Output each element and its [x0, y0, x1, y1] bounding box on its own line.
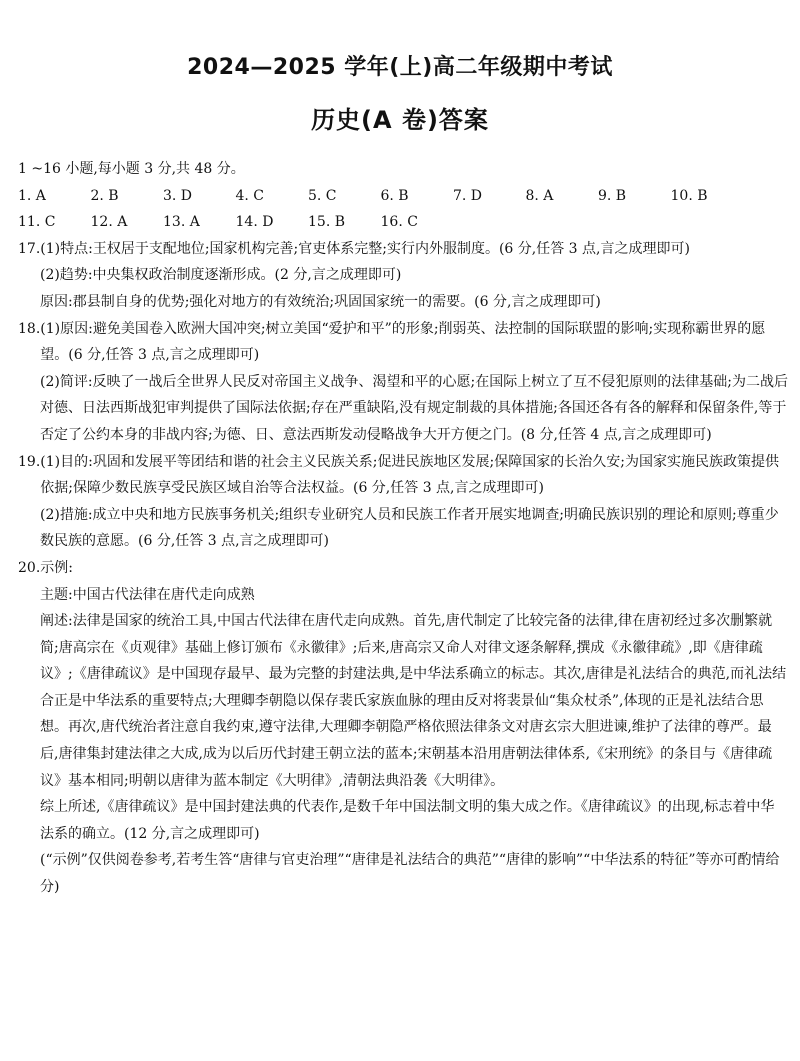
choice-answer: 14. D — [235, 214, 274, 231]
question-20-body: 阐述:法律是国家的统治工具,中国古代法律在唐代走向成熟。首先,唐代制定了比较完备的法律,律在唐初经过多次删繁就简;唐高宗在《贞观律》基础上修订颁布《永徽律》;后来,唐高宗又命人对律文逐条解释,撰成《永徽律疏》,即《唐律疏议》;《唐律疏议》是中国现存最早、最为完整的封建法典,是中华法系确立的标志。其次,唐律是礼法结合的典范,而礼法结合正是中华法系的重要特点;大理卿李朝隐以保存裴氏家族血脉的理由反对将裴景仙“集众杖杀”,体现的正是礼法结合思想。再次,唐代统治者注意自我约束,遵守法律,大理卿李朝隐严格依照法律条文对唐玄宗大胆进谏,维护了法律的尊严。最后,唐律集封建法律之大成,成为以后历代封建王朝立法的蓝本;宋朝基本沿用唐朝法律体系,《宋刑统》的条目与《唐律疏议》基本相同;明朝以唐律为蓝本制定《大明律》,清朝法典沿袭《大明律》。 — [40, 613, 787, 789]
choice-intro: 1 ~16 小题,每小题 3 分,共 48 分。 — [18, 161, 245, 177]
choice-answer: 12. A — [90, 214, 128, 231]
choice-answer: 16. C — [380, 214, 418, 231]
question-19 — [18, 449, 788, 502]
question-17 — [18, 236, 788, 263]
page-subtitle: 历史(A 卷)答案 — [311, 106, 489, 134]
question-20-example-label: 示例: — [40, 559, 73, 576]
choice-answer: 11. C — [18, 214, 56, 231]
choice-answers-row-1 — [18, 183, 788, 210]
choice-answer: 1. A — [18, 187, 46, 204]
choice-answer: 9. B — [598, 187, 627, 204]
question-19-part-2: (2)措施:成立中央和地方民族事务机关;组织专业研究人员和民族工作者开展实地调查;明确民族识别的理论和原则;尊重少数民族的意愿。(6 分,任答 3 点,言之成理即可) — [40, 506, 779, 550]
choice-answers-row-2 — [18, 209, 788, 236]
answer-content — [18, 156, 788, 901]
question-number: 18. — [18, 320, 41, 337]
question-20 — [18, 555, 788, 582]
question-number: 17. — [18, 240, 41, 257]
choice-answer: 7. D — [453, 187, 483, 204]
choice-answer: 4. C — [235, 187, 265, 204]
question-18-part-2: (2)简评:反映了一战后全世界人民反对帝国主义战争、渴望和平的心愿;在国际上树立了互不侵犯原则的法律基础;为二战后对德、日法西斯战犯审判提供了国际法依据;存在严重缺陷,没有规定制裁的具体措施;各国还各有各的解释和保留条件,等于否定了公约本身的非战内容;为德、日、意法西斯发动侵略战争大开方便之门。(8 分,任答 4 点,言之成理即可) — [40, 373, 788, 443]
choice-answer: 15. B — [308, 214, 346, 231]
question-20-topic: 主题:中国古代法律在唐代走向成熟 — [40, 586, 255, 603]
choice-answer: 6. B — [380, 187, 409, 204]
choice-answer: 8. A — [525, 187, 554, 204]
question-18-part-1: (1)原因:避免美国卷入欧洲大国冲突;树立美国“爱护和平”的形象;削弱英、法控制的国际联盟的影响;实现称霸世界的愿望。(6 分,任答 3 点,言之成理即可) — [40, 320, 766, 364]
question-20-summary: 综上所述,《唐律疏议》是中国封建法典的代表作,是数千年中国法制文明的集大成之作。《唐律疏议》的出现,标志着中华法系的确立。(12 分,言之成理即可) — [40, 799, 775, 842]
choice-answer: 2. B — [90, 187, 119, 204]
question-17-part-1: (1)特点:王权居于支配地位;国家机构完善;官吏体系完整;实行内外服制度。(6 分,任答 3 点,言之成理即可) — [40, 240, 690, 257]
page-title: 2024—2025 学年(上)高二年级期中考试 — [187, 55, 613, 80]
question-19-part-1: (1)目的:巩固和发展平等团结和谐的社会主义民族关系;促进民族地区发展;保障国家的长治久安;为国家实施民族政策提供依据;保障少数民族享受民族区域自治等合法权益。(6 分,任答 3 点,言之成理即可) — [40, 453, 779, 497]
choice-answer: 10. B — [670, 187, 708, 204]
question-17-reason: 原因:郡县制自身的优势;强化对地方的有效统治;巩固国家统一的需要。(6 分,言之成理即可) — [40, 293, 601, 310]
choice-answer: 13. A — [163, 214, 200, 231]
choice-answer: 3. D — [163, 187, 193, 204]
question-17-part-2: (2)趋势:中央集权政治制度逐渐形成。(2 分,言之成理即可) — [40, 267, 402, 284]
question-20-note: (“示例”仅供阅卷参考,若考生答“唐律与官吏治理”“唐律是礼法结合的典范”“唐律的影响”“中华法系的特征”等亦可酌情给分) — [40, 852, 780, 896]
question-18 — [18, 316, 788, 369]
question-number: 20. — [18, 559, 41, 576]
question-number: 19. — [18, 453, 41, 470]
choice-answer: 5. C — [308, 187, 337, 204]
